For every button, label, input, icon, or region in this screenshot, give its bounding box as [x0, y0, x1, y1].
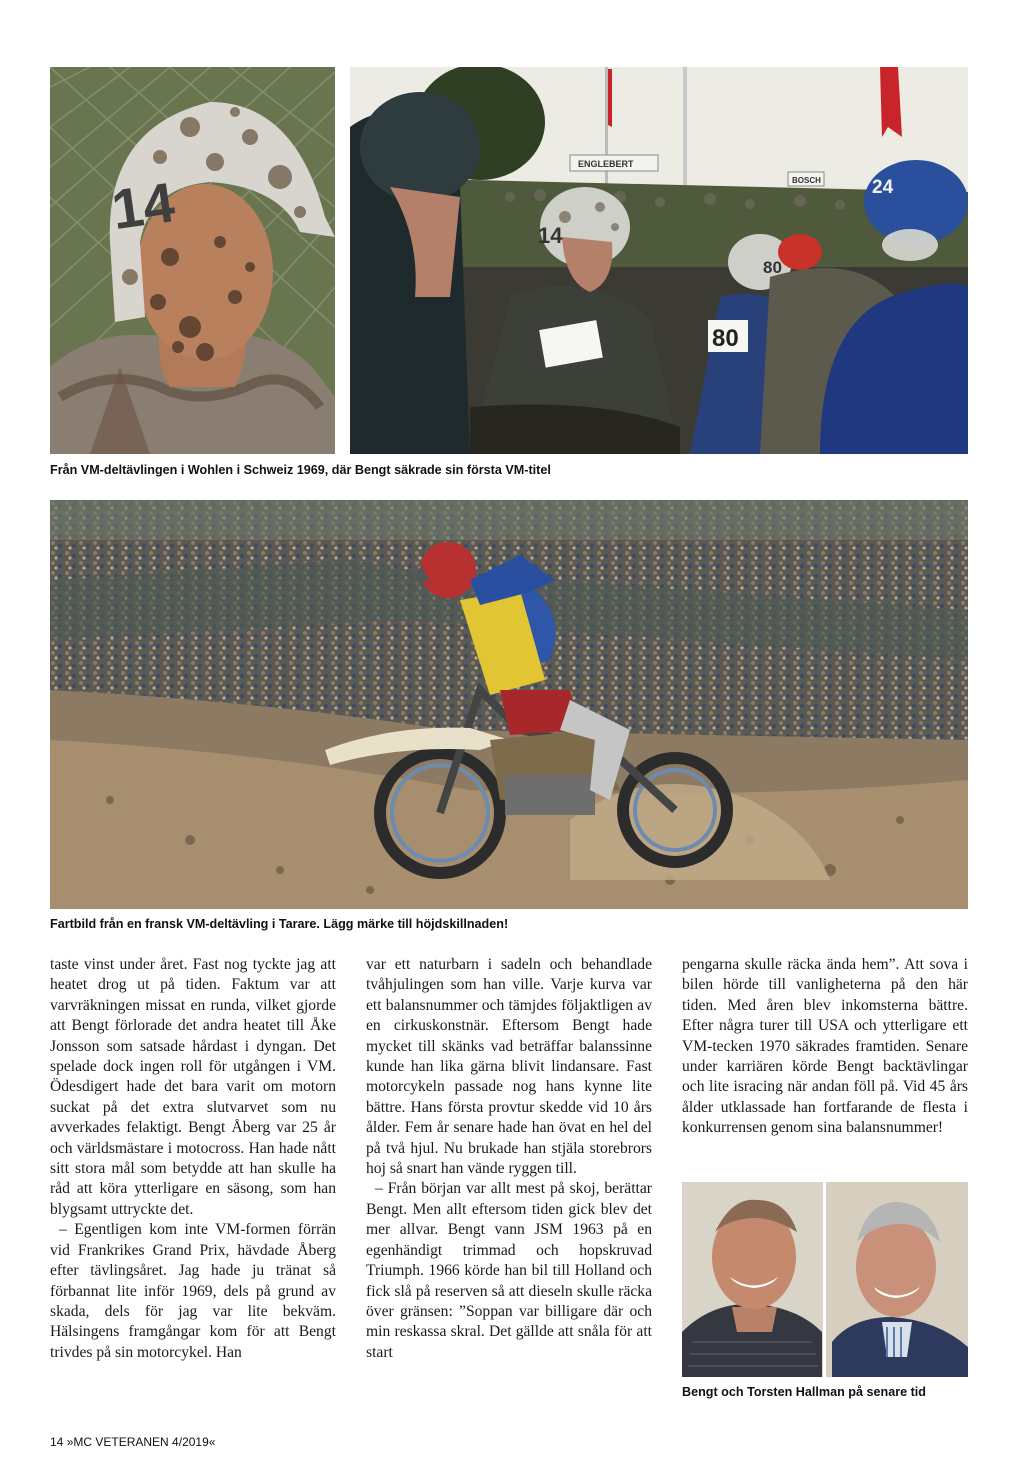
bosch-sign: BOSCH — [792, 176, 821, 185]
page-number: 14 — [50, 1435, 64, 1449]
helmet-number-80: 80 — [763, 258, 782, 277]
article-paragraph: var ett naturbarn i sadeln och behandlade tvåhjulingen som han ville. Varje kurva var ett balansnummer och tämjdes följaktligen av en cirkuskonstnär. Eftersom Bengt hade mycket till skänks vad beträffar balanssinne kunde han lika gärna blivit lindansare. Fast motorcykeln passade nog hans kynne lite bättre. Hans första provtur skedde vid 10 års ålder. Fem år senare hade han övat en hel del på två hjul. Nu brukade han stjäla storebrors hoj så snart han vände ryggen till. — [366, 956, 652, 1178]
helmet-number-center: 14 — [538, 223, 563, 248]
photo-start-line — [350, 67, 968, 454]
helmet-number: 14 — [107, 170, 179, 242]
start-number-80: 80 — [712, 325, 739, 352]
caption-wohlen: Från VM-deltävlingen i Wohlen i Schweiz 1969, där Bengt säkrade sin första VM-titel — [50, 463, 551, 477]
article-paragraph: pengarna skulle räcka ända hem”. Att sova i bilen hörde till vanligheterna på den här tiden. Med åren blev inkomsterna bättre. Efter några turer till USA och ytterligare ett VM-tecken 1970 säkrades framtiden. Senare under karriären körde Bengt backtävlingar och lite isracing när andan föll på. Vid 45 års ålder utklassade han fortfarande de flesta i konkurrensen genom sina balansnummer! — [682, 956, 968, 1137]
bengt-torsten-image — [682, 1182, 968, 1377]
article-paragraph: – Egentligen kom inte VM-formen förrän vid Frankrikes Grand Prix, hävdade Åberg efter tävlingsåret. Jag hade ju tränat så förbannat lite inför 1969, dels på grund av skada, dels för jag var lite bekväm. Hälsingens framgångar kom för att Bengt trivdes på sin motorcykel. Han — [50, 1221, 336, 1361]
article-column-2 — [366, 955, 652, 1363]
article-paragraph: – Från början var allt mest på skoj, berättar Bengt. Men allt eftersom tiden gick blev det mer allvar. Bengt vann JSM 1963 på en egenhändigt trimmad och hopskruvad Triumph. 1966 körde han bil till Holland och fick slå på reserven så att dieseln skulle räcka över gränsen: ”Soppan var billigare där och min reskassa skral. Det gällde att snåla för att start — [366, 1180, 652, 1361]
article-paragraph: taste vinst under året. Fast nog tyckte jag att heatet drog ut på tiden. Faktum var att varvräkningen missat en runda, vilket gjorde att Bengt förlorade det andra heatet till Åke Jonsson som satsade hårdast i dyngan. Det spelade dock ingen roll för utgången i VM. Ödesdigert hade det bara varit om motorn suckat på det extra slutvarvet som nu avverkades felaktigt. Bengt Åberg var 25 år och världsmästare i motocross. Han hade nått sitt stora mål som betydde att han skulle ha råd att köra ytterligare en säsong, som han blygsamt uttryckte det. — [50, 956, 336, 1218]
helmet-number-24: 24 — [872, 177, 894, 198]
page-footer — [50, 1435, 215, 1449]
caption-later: Bengt och Torsten Hallman på senare tid — [682, 1385, 926, 1399]
caption-tarare: Fartbild från en fransk VM-deltävling i Tarare. Lägg märke till höjdskillnaden! — [50, 917, 509, 931]
article-column-1 — [50, 955, 336, 1363]
start-line-image — [350, 67, 968, 454]
photo-rider-portrait — [50, 67, 335, 454]
rider-portrait-image — [50, 67, 335, 454]
magazine-name: »MC VETERANEN 4/2019« — [66, 1435, 216, 1449]
photo-bengt-torsten — [682, 1182, 968, 1377]
article-column-3 — [682, 955, 968, 1139]
photo-tarare-action — [50, 500, 968, 909]
englebert-banner: ENGLEBERT — [578, 159, 634, 169]
tarare-action-image — [50, 500, 968, 909]
